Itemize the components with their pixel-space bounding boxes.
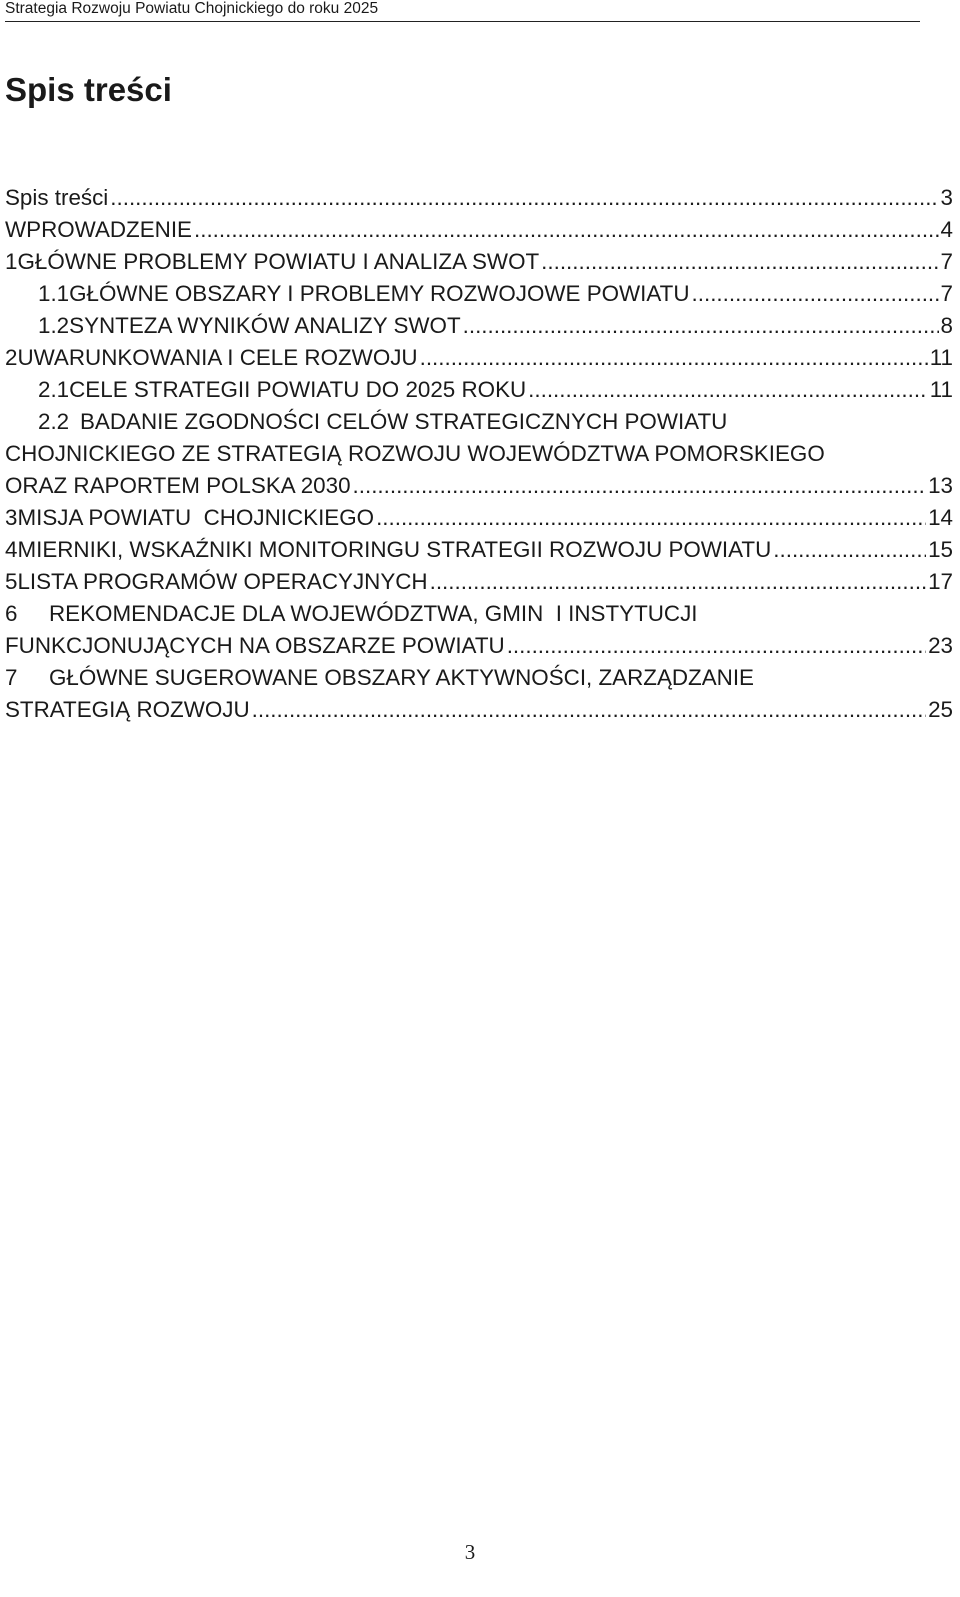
toc-dot-leader: [252, 694, 926, 726]
toc-section-number: 3: [5, 505, 18, 530]
toc-entry-1[interactable]: [5, 246, 953, 278]
toc-dot-leader: [773, 534, 926, 566]
toc-dot-leader: [692, 278, 939, 310]
toc-entry-2-1[interactable]: [38, 374, 953, 406]
toc-entry-title-line-2: STRATEGIĄ ROZWOJU: [5, 697, 250, 722]
toc-page-number: 23: [928, 633, 953, 658]
toc-dot-leader: [420, 342, 928, 374]
toc-page-number: 4: [940, 217, 953, 242]
toc-entry-title: LISTA PROGRAMÓW OPERACYJNYCH: [17, 569, 428, 594]
toc-dot-leader: [430, 566, 927, 598]
toc-entry-1-2[interactable]: [38, 310, 953, 342]
toc-page-number: 17: [928, 569, 953, 594]
toc-entry-5[interactable]: [5, 566, 953, 598]
toc-entry-title: WPROWADZENIE: [5, 217, 192, 242]
toc-dot-leader: [194, 214, 939, 246]
toc-entry-title-line-2: FUNKCJONUJĄCYCH NA OBSZARZE POWIATU: [5, 633, 505, 658]
footer-page-number: 3: [464, 1540, 476, 1564]
toc-page-number: 15: [928, 537, 953, 562]
toc-entry-6[interactable]: [5, 598, 953, 662]
toc-entry-title: MISJA POWIATU CHOJNICKIEGO: [17, 505, 375, 530]
toc-entry-title: GŁÓWNE OBSZARY I PROBLEMY ROZWOJOWE POWIATU: [69, 281, 690, 306]
toc-page-number: 13: [928, 473, 953, 498]
toc-dot-leader: [376, 502, 926, 534]
toc-page-number: 7: [940, 249, 953, 274]
toc-entry-2-2[interactable]: [5, 406, 953, 502]
toc-dot-leader: [541, 246, 938, 278]
toc-entry-title-line-1: REKOMENDACJE DLA WOJEWÓDZTWA, GMIN I INSTYTUCJI: [49, 601, 698, 626]
toc-page-number: 3: [940, 185, 953, 210]
toc-section-number: 2.2: [38, 409, 70, 434]
toc-section-number: 4: [5, 537, 18, 562]
toc-dot-leader: [528, 374, 928, 406]
toc-section-number: 7: [5, 665, 18, 690]
toc-section-number: 1: [5, 249, 18, 274]
toc-section-number: 1.2: [38, 313, 70, 338]
toc-entry-title-line-1: GŁÓWNE SUGEROWANE OBSZARY AKTYWNOŚCI, ZARZĄDZANIE: [49, 665, 754, 690]
toc-dot-leader: [353, 470, 927, 502]
toc-entry-title: Spis treści: [5, 185, 109, 210]
toc-entry-wprowadzenie[interactable]: [5, 214, 953, 246]
toc-dot-leader: [507, 630, 926, 662]
toc-dot-leader: [463, 310, 939, 342]
toc-entry-title: SYNTEZA WYNIKÓW ANALIZY SWOT: [69, 313, 461, 338]
toc-entry-title: CELE STRATEGII POWIATU DO 2025 ROKU: [69, 377, 527, 402]
toc-dot-leader: [110, 182, 938, 214]
toc-section-number: 5: [5, 569, 18, 594]
toc-entry-spis-tresci[interactable]: [5, 182, 953, 214]
toc-entry-7[interactable]: [5, 662, 953, 726]
table-of-contents: [5, 182, 953, 726]
toc-page-number: 11: [929, 377, 953, 402]
toc-entry-title: MIERNIKI, WSKAŹNIKI MONITORINGU STRATEGII ROZWOJU POWIATU: [17, 537, 772, 562]
toc-entry-title-line-1: BADANIE ZGODNOŚCI CELÓW STRATEGICZNYCH POWIATU: [80, 409, 728, 434]
toc-section-number: 2: [5, 345, 18, 370]
toc-entry-title-line-3: ORAZ RAPORTEM POLSKA 2030: [5, 473, 351, 498]
toc-section-number: 6: [5, 601, 18, 626]
toc-page-number: 14: [928, 505, 953, 530]
toc-entry-title-line-2: CHOJNICKIEGO ZE STRATEGIĄ ROZWOJU WOJEWÓDZTWA POMORSKIEGO: [5, 441, 825, 466]
page-title: Spis treści: [5, 71, 172, 108]
toc-entry-title: UWARUNKOWANIA I CELE ROZWOJU: [17, 345, 418, 370]
toc-entry-4[interactable]: [5, 534, 953, 566]
toc-page-number: 8: [940, 313, 953, 338]
toc-page-number: 7: [940, 281, 953, 306]
toc-section-number: 2.1: [38, 377, 70, 402]
running-header: Strategia Rozwoju Powiatu Chojnickiego do roku 2025: [5, 0, 920, 22]
toc-entry-2[interactable]: [5, 342, 953, 374]
toc-page-number: 25: [928, 697, 953, 722]
toc-entry-3[interactable]: [5, 502, 953, 534]
toc-page-number: 11: [929, 345, 953, 370]
toc-section-number: 1.1: [38, 281, 70, 306]
toc-entry-1-1[interactable]: [38, 278, 953, 310]
toc-entry-title: GŁÓWNE PROBLEMY POWIATU I ANALIZA SWOT: [17, 249, 540, 274]
